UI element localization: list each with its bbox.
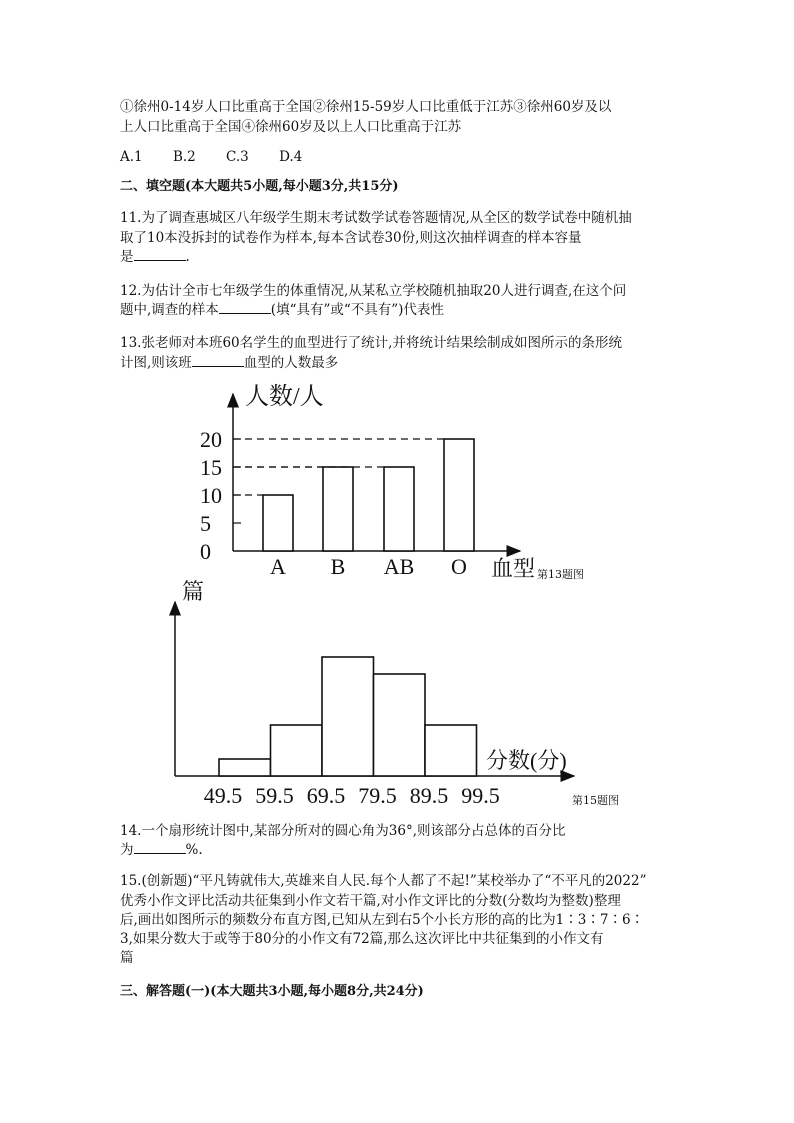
q15-line1: 15.(创新题)“平凡铸就伟大,英雄来自人民.每个人都了不起!”某校举办了“不平凡的2022” <box>120 873 647 889</box>
q15-line5: 篇 <box>120 950 134 966</box>
q11-answer-blank <box>134 248 186 261</box>
choice-a: A.1 <box>120 149 143 165</box>
choice-d: D.4 <box>279 149 303 165</box>
q14-line1: 14.一个扇形统计图中,某部分所对的圆心角为36°,则该部分占总体的百分比 <box>120 823 566 839</box>
q11-text-a: 是 <box>120 249 134 265</box>
y-tick-label: 10 <box>200 483 222 508</box>
category-label: AB <box>383 554 415 579</box>
bar-AB <box>384 467 414 551</box>
figure13-caption: 第13题图 <box>537 568 584 581</box>
q11-line1: 11.为了调查惠城区八年级学生期末考试数学试卷答题情况,从全区的数学试卷中随机抽 <box>120 210 632 226</box>
y-axis-label: 人数/人 <box>245 384 324 410</box>
y-tick-label: 0 <box>200 539 211 564</box>
blood-type-bar-chart <box>0 372 794 582</box>
q13-line2 <box>120 354 338 372</box>
section3-heading: 三、解答题(一)(本大题共3小题,每小题8分,共24分) <box>120 984 424 999</box>
section2-heading: 二、填空题(本大题共5小题,每小题3分,共15分) <box>120 179 399 194</box>
x-axis-label: 血型 <box>491 556 536 581</box>
category-label: B <box>330 554 346 579</box>
choice-c: C.3 <box>226 149 249 165</box>
histogram-bar <box>322 657 374 776</box>
bin-tick-label: 89.5 <box>409 783 449 808</box>
q13-line1: 13.张老师对本班60名学生的血型进行了统计,并将统计结果绘制成如图所示的条形统 <box>120 335 622 351</box>
y-tick-label: 15 <box>200 455 222 480</box>
q10-line1: ①徐州0-14岁人口比重高于全国②徐州15-59岁人口比重低于江苏③徐州60岁及以 <box>120 99 612 115</box>
category-label: A <box>270 554 286 579</box>
bin-tick-label: 69.5 <box>306 783 346 808</box>
bar-A <box>263 495 293 551</box>
y-axis-label: 篇 <box>182 579 205 604</box>
bar-B <box>323 467 353 551</box>
q13-text-a: 计图,则该班 <box>120 355 192 371</box>
histogram-bar <box>374 674 426 776</box>
q12-line2 <box>120 301 444 319</box>
q10-line2: 上人口比重高于全国④徐州60岁及以上人口比重高于江苏 <box>120 119 462 135</box>
q13-answer-blank <box>192 354 244 367</box>
histogram-bar <box>425 725 477 776</box>
histogram-bar <box>271 725 323 776</box>
q14-line2 <box>120 841 203 859</box>
x-axis-label: 分数(分) <box>486 748 567 773</box>
q10-choices <box>120 148 328 166</box>
q11-text-b: . <box>185 249 190 265</box>
q14-text-b: %. <box>185 842 203 858</box>
q12-line1: 12.为估计全市七年级学生的体重情况,从某私立学校随机抽取20人进行调查,在这个问 <box>120 283 627 299</box>
histogram-bar <box>219 759 271 776</box>
q15-line3: 后,画出如图所示的频数分布直方图,已知从左到右5个小长方形的高的比为1∶3∶7∶6∶ <box>120 912 645 928</box>
q15-line2: 优秀小作文评比活动共征集到小作文若干篇,对小作文评比的分数(分数均为整数)整理 <box>120 893 621 909</box>
q15-line4: 3,如果分数大于或等于80分的小作文有72篇,那么这次评比中共征集到的小作文有 <box>120 931 604 947</box>
q11-line3 <box>120 248 190 266</box>
q11-line2: 取了10本没拆封的试卷作为样本,每本含试卷30份,则这次抽样调查的样本容量 <box>120 230 582 246</box>
y-tick-label: 20 <box>200 427 222 452</box>
q14-answer-blank <box>134 841 186 854</box>
bin-tick-label: 99.5 <box>461 783 500 808</box>
q14-text-a: 为 <box>120 842 134 858</box>
q13-text-b: 血型的人数最多 <box>243 355 339 371</box>
q12-text-a: 题中,调查的样本 <box>120 302 219 318</box>
y-tick-label: 5 <box>200 511 211 536</box>
bin-tick-label: 59.5 <box>255 783 294 808</box>
bar-O <box>444 439 474 551</box>
figure15-caption: 第15题图 <box>572 794 619 807</box>
choice-b: B.2 <box>172 149 196 165</box>
bin-tick-label: 49.5 <box>203 783 243 808</box>
bin-tick-label: 79.5 <box>358 783 397 808</box>
q12-text-b: (填“具有”或“不具有”)代表性 <box>270 302 444 318</box>
q12-answer-blank <box>219 301 271 314</box>
score-histogram <box>0 572 794 812</box>
category-label: O <box>451 554 467 579</box>
